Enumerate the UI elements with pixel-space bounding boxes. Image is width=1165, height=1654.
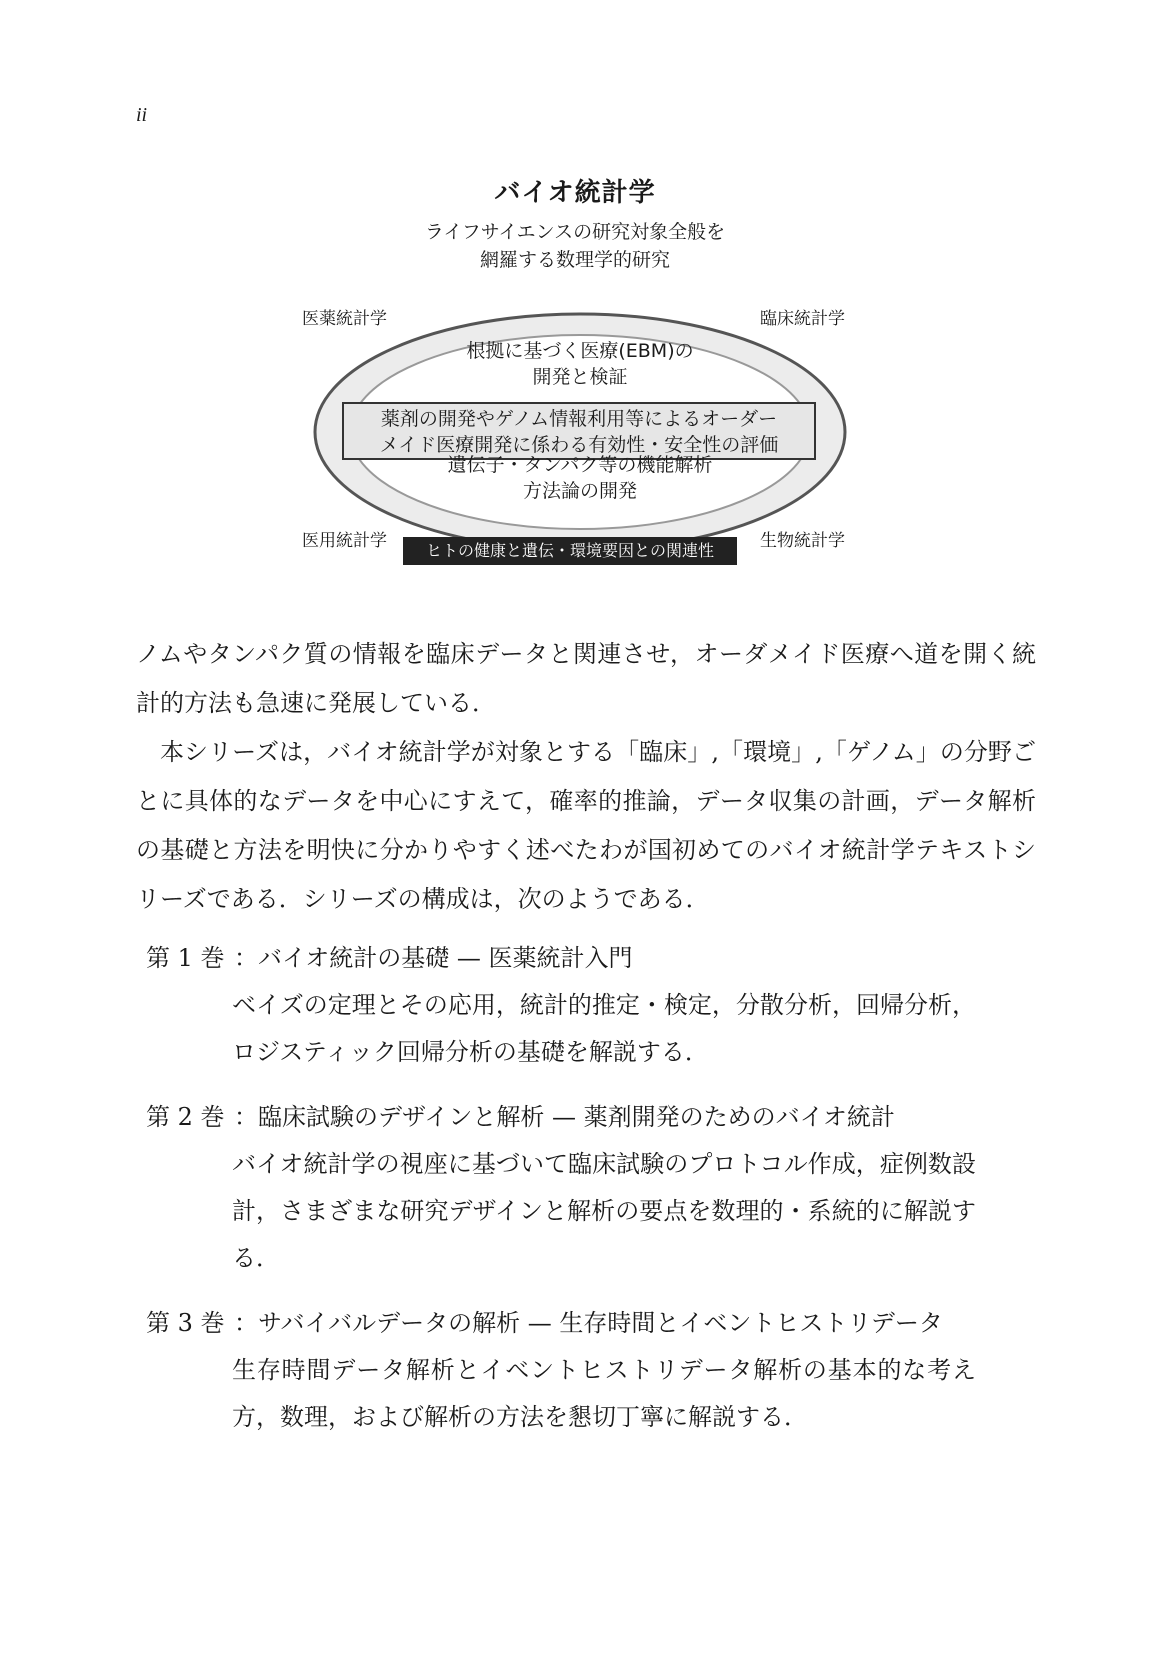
ellipse-bottom-text: 遺伝子・タンパク等の機能解析 方法論の開発 xyxy=(447,454,713,502)
corner-label-top-right: 臨床統計学 xyxy=(760,309,845,329)
paragraph: 本シリーズは，バイオ統計学が対象とする「臨床」,「環境」,「ゲノム」の分野ごとに具体的なデータを中心にすえて，確率的推論，データ収集の計画，データ解析の基礎と方法を明快に分かりやすく述べたわが国初めてのバイオ統計学テキストシリーズである．シリーズの構成は，次のようである． xyxy=(136,738,1036,913)
figure-bottom-label: ヒトの健康と遺伝・環境要因との関連性 xyxy=(403,537,737,565)
volume-item xyxy=(146,1094,1036,1282)
volume-title: ：サバイバルデータの解析 — 生存時間とイベントヒストリデータ xyxy=(234,1309,943,1337)
figure-title: バイオ統計学 xyxy=(494,178,656,208)
volume-number: 第 3 巻 xyxy=(146,1309,225,1337)
volume-description: バイオ統計学の視座に基づいて臨床試験のプロトコル作成，症例数設計，さまざまな研究デザインと解析の要点を数理的・系統的に解説する． xyxy=(232,1150,976,1272)
corner-label-top-left: 医薬統計学 xyxy=(302,309,387,329)
body-text xyxy=(136,630,1036,924)
ellipse-top-text: 根拠に基づく医療(EBM)の 開発と検証 xyxy=(466,340,694,388)
biostatistics-figure xyxy=(290,170,860,610)
volume-title: ：臨床試験のデザインと解析 — 薬剤開発のためのバイオ統計 xyxy=(234,1103,895,1131)
figure-subtitle: ライフサイエンスの研究対象全般を 網羅する数理学的研究 xyxy=(424,221,726,271)
ellipse-center-box: 薬剤の開発やゲノム情報利用等によるオーダー メイド医療開発に係わる有効性・安全性の評価 xyxy=(342,402,816,460)
volume-description: ベイズの定理とその応用，統計的推定・検定，分散分析，回帰分析，ロジスティック回帰分析の基礎を解説する． xyxy=(232,991,976,1066)
volume-number: 第 2 巻 xyxy=(146,1103,225,1131)
page-number: ii xyxy=(136,104,148,126)
corner-label-bottom-right: 生物統計学 xyxy=(760,531,845,551)
volume-title: ：バイオ統計の基礎 — 医薬統計入門 xyxy=(234,944,633,972)
volume-item xyxy=(146,1300,1036,1441)
volume-description: 生存時間データ解析とイベントヒストリデータ解析の基本的な考え方，数理，および解析の方法を懇切丁寧に解説する． xyxy=(232,1356,976,1431)
volume-list xyxy=(146,935,1036,1459)
corner-label-bottom-left: 医用統計学 xyxy=(302,531,387,551)
volume-number: 第 1 巻 xyxy=(146,944,225,972)
volume-item xyxy=(146,935,1036,1076)
paragraph: ノムやタンパク質の情報を臨床データと関連させ，オーダメイド医療へ道を開く統計的方法も急速に発展している． xyxy=(136,640,1036,717)
